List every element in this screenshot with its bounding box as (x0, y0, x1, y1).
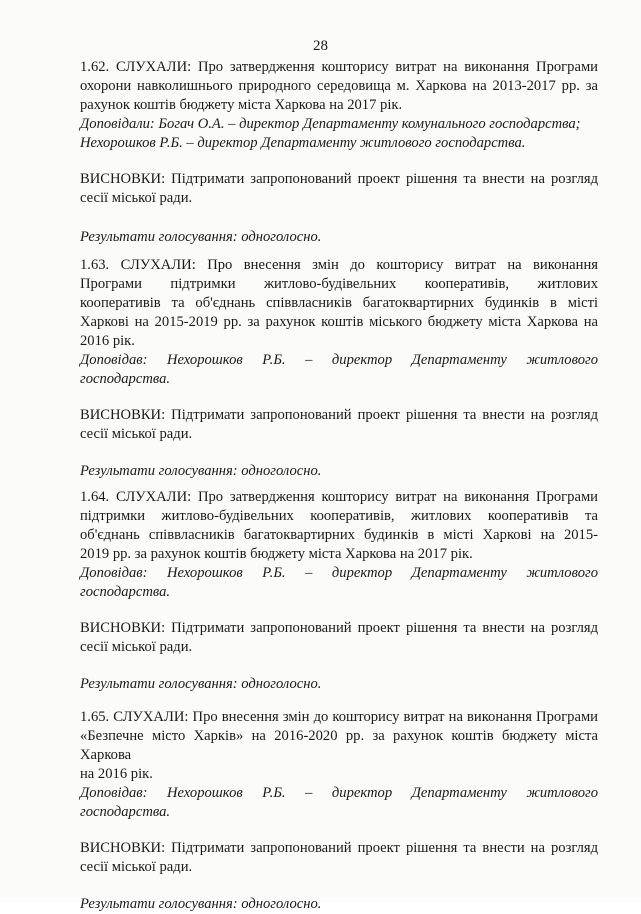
heading-line: 2016 рік. (80, 333, 135, 349)
speaker-line: Нехорошков Р.Б. – директор Департаменту житлового господарства. (80, 135, 526, 151)
heading-line: «Безпечне місто Харків» на 2016-2020 рр. за рахунок коштів бюджету міста Харкова (80, 728, 598, 763)
conclusion-line: ВИСНОВКИ: Підтримати запропонований проект рішення та внести на розгляд (80, 407, 598, 423)
speaker-line: господарства. (80, 584, 171, 600)
item-result: Результати голосування: одноголосно. (80, 896, 322, 912)
item-result: Результати голосування: одноголосно. (80, 676, 322, 692)
item-conclusion (80, 170, 598, 208)
heading-line: 1.65. СЛУХАЛИ: Про внесення змін до кошторису витрат на виконання Програми (80, 709, 598, 725)
heading-line: кооперативів та об'єднань співвласників багатоквартирних будинків в місті (80, 295, 598, 311)
item-conclusion (80, 839, 598, 877)
conclusion-line: сесії міської ради. (80, 426, 193, 442)
item-speakers (80, 351, 598, 389)
heading-line: рахунок коштів бюджету міста Харкова на 2017 рік. (80, 97, 403, 113)
heading-line: підтримки житлово-будівельних кооперативів, житлових кооперативів та (80, 508, 598, 524)
item-result: Результати голосування: одноголосно. (80, 463, 322, 479)
agenda-item-1-63 (80, 256, 598, 481)
heading-line: Харкові на 2015-2019 рр. за рахунок коштів міського бюджету міста Харкова на (80, 314, 598, 330)
heading-line: 1.62. СЛУХАЛИ: Про затвердження кошторису витрат на виконання Програми (80, 59, 598, 75)
item-conclusion (80, 619, 598, 657)
heading-line: 2019 рр. за рахунок коштів бюджету міста Харкова на 2017 рік. (80, 546, 473, 562)
conclusion-line: ВИСНОВКИ: Підтримати запропонований проект рішення та внести на розгляд (80, 171, 598, 187)
speaker-line: господарства. (80, 804, 171, 820)
heading-line: об'єднань співвласників багатоквартирних будинків в місті Харкові на 2015- (80, 527, 598, 543)
item-heading (80, 488, 598, 564)
speaker-line: Доповідали: Богач О.А. – директор Департаменту комунального господарства; (80, 116, 581, 132)
item-speakers (80, 784, 598, 822)
agenda-item-1-62 (80, 58, 598, 247)
speaker-line: Доповідав: Нехорошков Р.Б. – директор Департаменту житлового (80, 785, 598, 801)
heading-line: охорони навколишнього природного середовища м. Харкова на 2013-2017 рр. за (80, 78, 598, 94)
speaker-line: господарства. (80, 371, 171, 387)
agenda-item-1-64 (80, 488, 598, 694)
speaker-line: Доповідав: Нехорошков Р.Б. – директор Департаменту житлового (80, 565, 598, 581)
heading-line: на 2016 рік. (80, 766, 153, 782)
item-result: Результати голосування: одноголосно. (80, 229, 322, 245)
conclusion-line: сесії міської ради. (80, 859, 193, 875)
item-heading (80, 708, 598, 784)
page-number: 28 (313, 38, 328, 54)
conclusion-line: сесії міської ради. (80, 190, 193, 206)
heading-line: 1.64. СЛУХАЛИ: Про затвердження кошторису витрат на виконання Програми (80, 489, 598, 505)
heading-line: Програми підтримки житлово-будівельних кооперативів, житлових (80, 276, 598, 292)
conclusion-line: ВИСНОВКИ: Підтримати запропонований проект рішення та внести на розгляд (80, 620, 598, 636)
conclusion-line: ВИСНОВКИ: Підтримати запропонований проект рішення та внести на розгляд (80, 840, 598, 856)
conclusion-line: сесії міської ради. (80, 639, 193, 655)
item-speakers (80, 115, 598, 153)
item-conclusion (80, 406, 598, 444)
agenda-item-1-65 (80, 708, 598, 914)
item-heading (80, 58, 598, 115)
speaker-line: Доповідав: Нехорошков Р.Б. – директор Департаменту житлового (80, 352, 598, 368)
item-speakers (80, 564, 598, 602)
item-heading (80, 256, 598, 351)
heading-line: 1.63. СЛУХАЛИ: Про внесення змін до кошторису витрат на виконання (80, 257, 598, 273)
